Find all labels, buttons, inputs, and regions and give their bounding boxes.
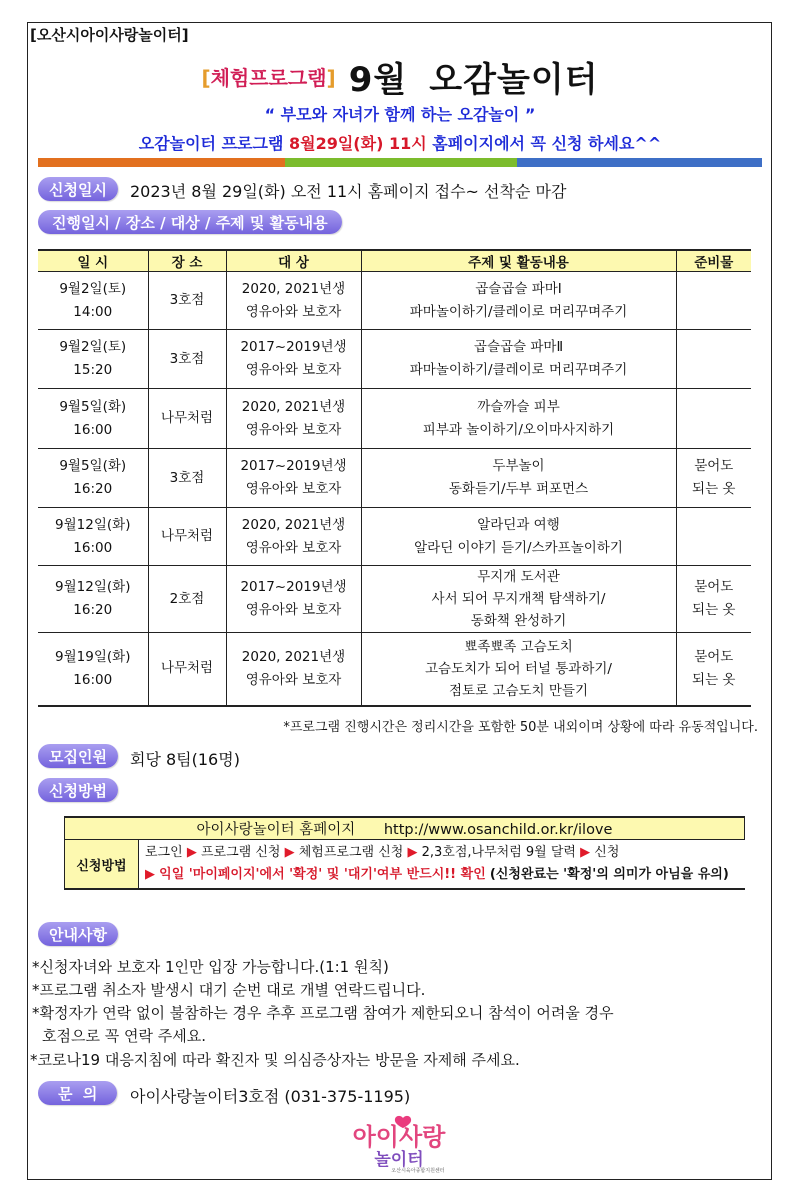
recruit-text: 회당 8팀(16명) xyxy=(130,750,240,769)
activity-desc-2: 점토로 고슴도치 만들기 xyxy=(449,682,588,699)
date-text: 9월12일(화) xyxy=(55,516,131,533)
activity-desc: 고슴도치가 되어 터널 통과하기/ xyxy=(425,660,612,677)
guide-item: *확정자가 연락 없이 불참하는 경우 추후 프로그램 참여가 제한되오니 참석이 어려울 경우 xyxy=(32,1004,614,1022)
time-text: 16:20 xyxy=(73,481,113,497)
title-month: 9월 xyxy=(348,60,408,100)
cell-target xyxy=(226,633,361,706)
target-year: 2017~2019년생 xyxy=(240,339,347,355)
activity-title: 곱슬곱슬 파마Ⅱ xyxy=(473,339,564,355)
recruit-label xyxy=(38,744,118,768)
cell-target xyxy=(226,272,361,330)
time-text: 16:20 xyxy=(73,602,113,618)
cell-prep xyxy=(676,272,751,330)
bar-green xyxy=(285,158,517,167)
step-apply: 신청 xyxy=(594,845,620,860)
cell-place: 3호점 xyxy=(148,449,226,508)
cell-date xyxy=(38,330,148,389)
col-header-target: 대 상 xyxy=(226,250,361,272)
bar-orange xyxy=(38,158,285,167)
target-who: 영유아와 보호자 xyxy=(245,362,342,378)
cell-place: 나무처럼 xyxy=(148,508,226,566)
activity-title: 곱슬곱슬 파마Ⅰ xyxy=(475,280,562,297)
date-text: 9월5일(화) xyxy=(59,398,127,415)
cell-prep xyxy=(676,330,751,389)
recruit-label-text: 모집인원 xyxy=(49,747,107,766)
prep-line1: 묻어도 xyxy=(694,648,734,665)
schedule-table xyxy=(38,249,751,707)
table-row xyxy=(38,389,751,449)
activity-desc: 피부과 놀이하기/오이마사지하기 xyxy=(422,421,615,438)
cell-activity xyxy=(361,566,676,633)
slogan: “ 부모와 자녀가 함께 하는 오감놀이 ” xyxy=(264,105,536,124)
activity-title: 뾰족뾰족 고슴도치 xyxy=(464,638,573,655)
arrow-right-icon: ▶ xyxy=(145,867,155,882)
apply-date-label xyxy=(38,177,118,201)
activity-desc: 동화듣기/두부 퍼포먼스 xyxy=(448,481,589,497)
target-who: 영유아와 보호자 xyxy=(245,481,342,497)
notice-c: 홈페이지에서 꼭 신청 하세요^^ xyxy=(426,134,662,153)
target-who: 영유아와 보호자 xyxy=(245,421,342,438)
target-year: 2020, 2021년생 xyxy=(241,648,346,665)
guide-item: *신청자녀와 보호자 1인만 입장 가능합니다.(1:1 원칙) xyxy=(32,958,389,976)
program-type-text: 체험프로그램 xyxy=(210,66,327,90)
homepage-link[interactable]: http://www.osanchild.or.kr/ilove xyxy=(383,822,613,838)
col-header-date: 일 시 xyxy=(38,250,148,272)
method-row-label: 신청방법 xyxy=(65,840,139,890)
guide-label-text: 안내사항 xyxy=(49,925,107,944)
prep-line2: 되는 옷 xyxy=(692,481,736,497)
cell-activity xyxy=(361,508,676,566)
cell-place: 3호점 xyxy=(148,272,226,330)
time-text: 14:00 xyxy=(73,303,113,320)
title-row xyxy=(0,52,800,101)
date-text: 9월2일(토) xyxy=(59,280,127,297)
activity-title: 무지개 도서관 xyxy=(477,569,560,585)
cell-place: 나무처럼 xyxy=(148,633,226,706)
col-header-prep: 준비물 xyxy=(676,250,751,272)
method-steps xyxy=(139,840,745,890)
notice-date: 8월29일(화) 11시 xyxy=(288,134,427,153)
guide-item: *코로나19 대응지침에 따라 확진자 및 의심증상자는 방문을 자제해 주세요. xyxy=(30,1051,520,1069)
time-text: 16:00 xyxy=(73,421,113,438)
cell-date xyxy=(38,566,148,633)
arrow-right-icon: ▶ xyxy=(186,845,197,860)
cell-activity xyxy=(361,272,676,330)
homepage-label: 아이사랑놀이터 홈페이지 xyxy=(196,822,356,838)
cell-target xyxy=(226,508,361,566)
step-login: 로그인 xyxy=(145,845,183,860)
date-text: 9월2일(토) xyxy=(59,339,127,355)
method-table xyxy=(64,816,745,890)
cell-activity xyxy=(361,449,676,508)
table-row xyxy=(38,508,751,566)
bracket-open: [ xyxy=(201,66,211,90)
cell-target xyxy=(226,389,361,449)
date-text: 9월5일(화) xyxy=(59,458,127,474)
arrow-right-icon: ▶ xyxy=(580,845,591,860)
cell-prep xyxy=(676,566,751,633)
cell-activity xyxy=(361,389,676,449)
activity-desc: 알라딘 이야기 듣기/스카프놀이하기 xyxy=(414,539,623,556)
cell-place: 나무처럼 xyxy=(148,389,226,449)
table-row xyxy=(38,330,751,389)
logo-sub: 오산시육아종합지원센터 xyxy=(391,1168,445,1174)
cell-prep xyxy=(676,508,751,566)
method-label xyxy=(38,778,118,802)
schedule-header-row xyxy=(38,250,751,272)
schedule-label xyxy=(38,210,342,234)
cell-activity xyxy=(361,633,676,706)
target-year: 2020, 2021년생 xyxy=(241,398,346,415)
bracket-close: ] xyxy=(326,66,336,90)
time-text: 15:20 xyxy=(73,362,113,378)
prep-line1: 묻어도 xyxy=(694,579,734,595)
table-row xyxy=(38,272,751,330)
activity-title: 두부놀이 xyxy=(492,458,545,474)
activity-title: 알라딘과 여행 xyxy=(477,516,560,533)
target-year: 2020, 2021년생 xyxy=(241,280,346,297)
schedule-label-text: 진행일시 / 장소 / 대상 / 주제 및 활동내용 xyxy=(52,213,328,232)
cell-prep xyxy=(676,633,751,706)
target-who: 영유아와 보호자 xyxy=(245,539,342,556)
date-text: 9월19일(화) xyxy=(55,648,131,665)
inquiry-label xyxy=(38,1081,117,1105)
notice-a: 오감놀이터 프로그램 xyxy=(138,134,289,153)
time-note: *프로그램 진행시간은 정리시간을 포함한 50분 내외이며 상황에 따라 유동적입니다. xyxy=(283,720,758,735)
inquiry-text: 아이사랑놀이터3호점 (031-375-1195) xyxy=(130,1087,411,1106)
program-type xyxy=(201,66,335,90)
method-label-text: 신청방법 xyxy=(49,781,107,800)
activity-desc: 파마놀이하기/클레이로 머리꾸며주기 xyxy=(409,362,628,378)
cell-place: 3호점 xyxy=(148,330,226,389)
col-header-activity: 주제 및 활동내용 xyxy=(361,250,676,272)
title-name: 오감놀이터 xyxy=(429,60,599,100)
prep-line2: 되는 옷 xyxy=(692,602,736,618)
apply-date-text: 2023년 8월 29일(화) 오전 11시 홈페이지 접수~ 선착순 마감 xyxy=(130,182,567,201)
cell-prep xyxy=(676,389,751,449)
logo-line1: 아이사랑 xyxy=(352,1123,446,1151)
step-calendar: 2,3호점,나무처럼 9월 달력 xyxy=(421,845,576,860)
cell-target xyxy=(226,449,361,508)
time-text: 16:00 xyxy=(73,539,113,556)
target-who: 영유아와 보호자 xyxy=(245,303,342,320)
guide-item: *프로그램 취소자 발생시 대기 순번 대로 개별 연락드립니다. xyxy=(32,981,426,999)
target-year: 2017~2019년생 xyxy=(240,458,347,474)
cell-date xyxy=(38,272,148,330)
org-tag: [오산시아이사랑놀이터] xyxy=(30,26,189,44)
cell-date xyxy=(38,389,148,449)
table-row xyxy=(38,449,751,508)
arrow-right-icon: ▶ xyxy=(407,845,418,860)
inquiry-label-text: 문 의 xyxy=(58,1084,98,1103)
cell-place: 2호점 xyxy=(148,566,226,633)
guide-label xyxy=(38,922,118,946)
target-year: 2017~2019년생 xyxy=(240,579,347,595)
cell-date xyxy=(38,508,148,566)
time-text: 16:00 xyxy=(73,671,113,688)
logo xyxy=(328,1115,470,1175)
guide-item: 호점으로 꼭 연락 주세요. xyxy=(42,1027,206,1045)
activity-title: 까슬까슬 피부 xyxy=(477,398,560,415)
cell-date xyxy=(38,633,148,706)
date-text: 9월12일(화) xyxy=(55,579,131,595)
cell-target xyxy=(226,566,361,633)
prep-line1: 묻어도 xyxy=(694,458,734,474)
notice-line xyxy=(0,131,800,154)
homepage-cell xyxy=(65,817,745,840)
step-program: 프로그램 신청 xyxy=(200,845,281,860)
cell-date xyxy=(38,449,148,508)
col-header-place: 장 소 xyxy=(148,250,226,272)
prep-line2: 되는 옷 xyxy=(692,671,736,688)
target-who: 영유아와 보호자 xyxy=(245,671,342,688)
bar-blue xyxy=(517,158,762,167)
activity-desc: 사서 되어 무지개책 탐색하기/ xyxy=(431,591,606,607)
logo-line2: 놀이터 xyxy=(374,1150,424,1170)
target-who: 영유아와 보호자 xyxy=(245,602,342,618)
cell-activity xyxy=(361,330,676,389)
arrow-right-icon: ▶ xyxy=(284,845,295,860)
cell-prep xyxy=(676,449,751,508)
activity-desc: 파마놀이하기/클레이로 머리꾸며주기 xyxy=(409,303,628,320)
table-row xyxy=(38,566,751,633)
step-confirm-note: (신청완료는 '확정'의 의미가 아님을 유의) xyxy=(489,867,729,882)
apply-date-label-text: 신청일시 xyxy=(49,180,107,199)
activity-desc-2: 동화책 완성하기 xyxy=(470,613,567,629)
step-confirm-warning: 익일 '마이페이지'에서 '확정' 및 '대기'여부 반드시!! 확인 xyxy=(159,867,486,882)
target-year: 2020, 2021년생 xyxy=(241,516,346,533)
table-row xyxy=(38,633,751,706)
step-experience: 체험프로그램 신청 xyxy=(298,845,404,860)
cell-target xyxy=(226,330,361,389)
page-title xyxy=(349,60,599,100)
